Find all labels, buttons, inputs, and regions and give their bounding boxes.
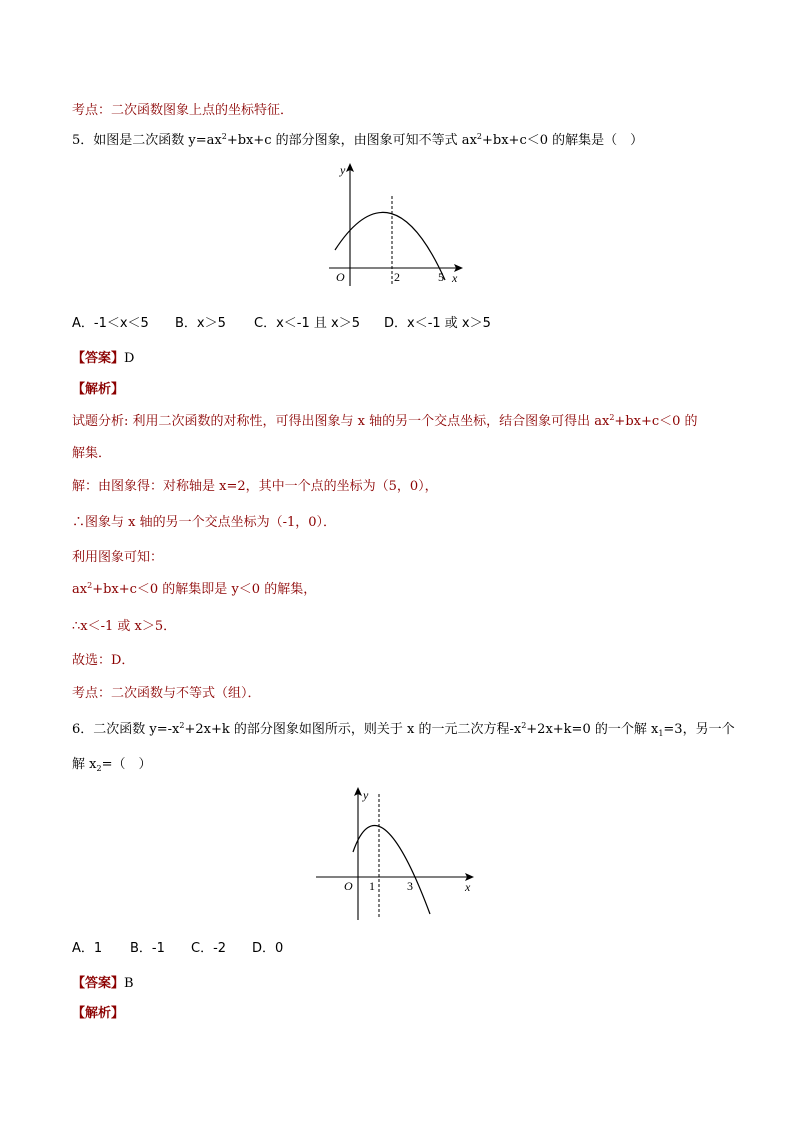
q5-option-c: C．x＜-1 且 x＞5: [254, 316, 360, 331]
q5-answer-label: 【答案】: [72, 351, 125, 366]
q5-parabola-curve: [335, 212, 445, 280]
q6-parabola-curve: [353, 825, 430, 914]
q5-stem: [72, 133, 643, 149]
q6-option-b: B．-1: [130, 941, 165, 956]
q6-option-d: D．0: [252, 941, 284, 956]
q6-tick-1: 1: [369, 879, 375, 893]
q5-analysis-6a: ax: [72, 582, 88, 597]
q5-answer-value: D: [124, 351, 135, 366]
q5-answer: [72, 351, 134, 367]
q6-x-label: x: [465, 880, 471, 894]
q5-parabola-graph: [325, 158, 470, 288]
q6-answer-value: B: [124, 976, 134, 991]
q5-option-a: A．-1＜x＜5: [72, 316, 149, 331]
q5-stem-c: +bx+c＜0 的解集是（ ）: [482, 133, 644, 148]
q6-option-c: C．-2: [191, 941, 227, 956]
q5-stem-b: +bx+c 的部分图象，由图象可知不等式 ax: [226, 133, 477, 148]
q6-option-a: A．1: [72, 941, 103, 956]
q5-y-label: y: [340, 163, 346, 177]
q6-stem-1d: =3，另一个: [663, 722, 735, 737]
q5-analysis-label: 【解析】: [72, 382, 125, 397]
q6-answer: [72, 976, 134, 992]
q6-parabola-graph: [312, 782, 482, 924]
q5-stem-sup-a: 2: [221, 132, 227, 141]
q6-stem-1c: +2x+k=0 的一个解 x: [526, 722, 659, 737]
q6-analysis-label: 【解析】: [72, 1006, 125, 1021]
topic-note-q4: 考点：二次函数图象上点的坐标特征．: [72, 103, 294, 118]
q5-analysis-6-sup: 2: [87, 581, 93, 590]
topic-note-q5: 考点：二次函数与不等式（组）．: [72, 686, 261, 701]
q6-stem-2a: 解 x: [72, 757, 97, 772]
q6-stem-line-2: [72, 757, 151, 773]
q5-option-b: B．x＞5: [175, 316, 226, 331]
q5-analysis-line-7: ∴x＜-1 或 x＞5．: [72, 619, 177, 634]
q5-analysis-1b: +bx+c＜0 的: [614, 414, 698, 429]
q6-y-label: y: [363, 788, 369, 802]
q5-analysis-line-3: 解：由图象得：对称轴是 x=2，其中一个点的坐标为（5，0），: [72, 479, 438, 494]
q5-analysis-line-6: [72, 582, 316, 598]
q5-number: 5．: [72, 133, 94, 148]
q6-stem-1a: 二次函数 y=-x: [93, 722, 180, 737]
q5-stem-a: 如图是二次函数 y=ax: [93, 133, 222, 148]
q6-stem-2-sub: 2: [96, 764, 102, 773]
q5-analysis-line-8: 故选：D．: [72, 653, 135, 668]
q5-stem-sup-b: 2: [476, 132, 482, 141]
q6-origin-label: O: [344, 879, 353, 893]
q5-analysis-1-sup: 2: [609, 413, 615, 422]
q5-tick-2: 2: [394, 270, 400, 284]
q6-stem-2b: =（ ）: [101, 757, 152, 772]
q6-stem-1b: +2x+k 的部分图象如图所示，则关于 x 的一元二次方程-x: [184, 722, 522, 737]
q5-analysis-6b: +bx+c＜0 的解集即是 y＜0 的解集，: [92, 582, 317, 597]
q6-tick-3: 3: [407, 879, 413, 893]
q5-analysis-line-2: 解集．: [72, 446, 112, 461]
q5-tick-5: 5: [438, 270, 444, 284]
q6-stem-line-1: [72, 722, 735, 738]
q5-option-d: D．x＜-1 或 x＞5: [384, 316, 491, 331]
q5-x-label: x: [452, 271, 458, 285]
q5-origin-label: O: [336, 270, 345, 284]
q5-analysis-1a: 试题分析: 利用二次函数的对称性，可得出图象与 x 轴的另一个交点坐标，结合图象可得出 ax: [72, 414, 610, 429]
q6-answer-label: 【答案】: [72, 976, 125, 991]
q5-analysis-line-1: [72, 414, 698, 430]
q6-stem-1-sup-b: 2: [521, 721, 527, 730]
q5-analysis-line-4: ∴图象与 x 轴的另一个交点坐标为（-1，0）．: [72, 515, 337, 530]
q6-number: 6．: [72, 722, 94, 737]
q5-analysis-line-5: 利用图象可知：: [72, 550, 164, 565]
q6-stem-1-sub: 1: [658, 729, 664, 738]
q6-stem-1-sup-a: 2: [179, 721, 185, 730]
